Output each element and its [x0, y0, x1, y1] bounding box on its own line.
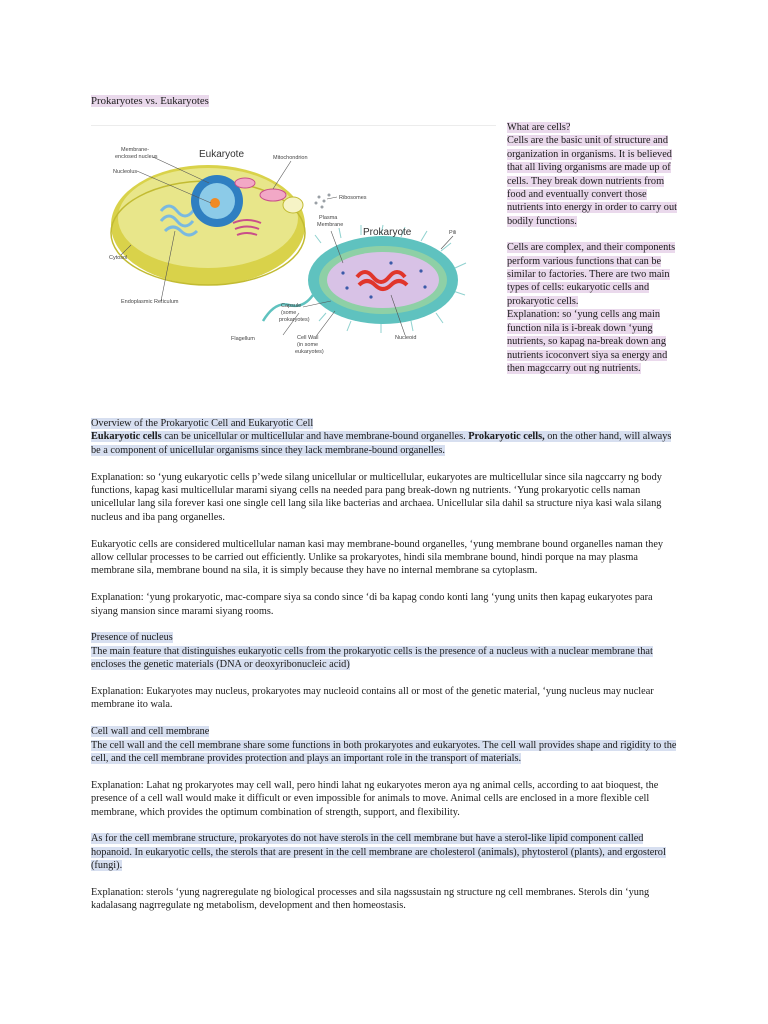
- overview-heading: Overview of the Prokaryotic Cell and Eukaryotic Cell: [91, 418, 314, 429]
- sidebar-paragraph-1: What are cells? Cells are the basic unit of structure and organization in organisms. It is believed that all living organisms are made up of cells. They break down nutrients from food and eventually convert those nutrients into energy in order to carry out bodily functions.: [507, 122, 677, 227]
- main-body: [91, 417, 681, 926]
- nucleus-heading: Presence of nucleus: [91, 632, 173, 644]
- ribosome-dots: [315, 194, 331, 209]
- explanation-paragraph-2: Eukaryotic cells are considered multicellular naman kasi may membrane-bound organelles, ‘yung membrane bound organelles naman they allow cellular processes to be carried out efficiently. Unlike sa prokaryotes, hindi sila membrane bound, hindi porque na may plasma membrane sila, membrane bound na sila, it is simply because they have no internal membrane sa cytoplasm.: [91, 538, 664, 577]
- label-capsule: Capsule: [281, 303, 302, 309]
- mitochondrion-shape-2: [235, 178, 255, 188]
- document-title: Prokaryotes vs. Eukaryotes: [91, 95, 209, 107]
- label-er: Endoplasmic Reticulum: [121, 299, 179, 305]
- label-nucleolus: Nucleolus: [113, 169, 138, 175]
- sterols-paragraph: As for the cell membrane structure, prokaryotes do not have sterols in the cell membrane but have a sterol-like lipid component called hopanoid. In eukaryotic cells, the sterols that are present in the cell membrane are cholesterol (animals), phytosterol (plants), and ergosterol (fungi).: [91, 833, 666, 872]
- label-mitochondrion: Mitochondrion: [273, 155, 308, 161]
- sidebar-text: [507, 121, 679, 388]
- label-membrane-nucleus: Membrane-: [121, 147, 150, 153]
- explanation-paragraph-5: Explanation: Lahat ng prokaryotes may cell wall, pero hindi lahat ng eukaryotes meron aya ng animal cells, according to aat bioquest, the presence of a cell wall would make it difficult or even impossible for animals to move. Animal cells are enclosed in a more flexible cell membrane, which provides the optimum combination of strength, support, and flexibility.: [91, 779, 659, 818]
- cellwall-heading: Cell wall and cell membrane: [91, 726, 210, 738]
- nucleus-text: The main feature that distinguishes eukaryotic cells from the prokaryotic cells is the presence of a nucleus with a nuclear membrane that encloses the genetic materials (DNA or deoxyribonucleic acid): [91, 645, 653, 671]
- explanation-paragraph-1: Explanation: so ‘yung eukaryotic cells p’wede silang unicellular or multicellular, eukaryotes are multicellular since sila nagccarry ng body functions, kapag kasi multicellular marami siyang cells na needed para pang break-down ng nutrients. ‘Yung prokaryotic cells naman unicellular lang sila forever kasi one single cell lang sila like bacterias and archaea. Unicellular sila dahil sa structure niya kasi wala silang nucleus and iba pang organelles.: [91, 471, 662, 523]
- cell-diagram-figure: [91, 123, 496, 403]
- label-cell-wall-3: eukaryotes): [295, 349, 324, 355]
- label-plasma-membrane-2: Membrane: [317, 222, 344, 228]
- overview-paragraph: Overview of the Prokaryotic Cell and Eukaryotic Cell Eukaryotic cells can be unicellular or multicellular and have membrane-bound organelles. Prokaryotic cells, on the other hand, will always be a component of unicellular organisms since they lack membrane-bound organelles.: [91, 418, 672, 456]
- label-plasma-membrane: Plasma: [319, 215, 338, 221]
- label-prokaryote: Prokaryote: [363, 227, 412, 238]
- explanation-paragraph-3: Explanation: ‘yung prokaryotic, mac-compare siya sa condo since ‘di ba kapag condo konti lang ‘yung units then kapag eukaryotes para siyang mansion since marami siyang rooms.: [91, 592, 653, 617]
- nucleus-section: [91, 631, 681, 671]
- explanation-paragraph-6: Explanation: sterols ‘yung nagreregulate ng biological processes and sila nagssustain ng structure ng cell membranes. Sterols din ‘yung kadalasang nagrregulate ng metabolism, development and then homeostasis.: [91, 887, 650, 912]
- label-capsule-2: (some: [281, 310, 297, 316]
- explanation-paragraph-4: Explanation: Eukaryotes may nucleus, prokaryotes may nucleoid contains all or most of the genetic material, ‘yung nucleus may nuclear membrane ito wala.: [91, 686, 654, 711]
- label-pili: Pili: [449, 230, 457, 236]
- label-nucleoid: Nucleoid: [395, 335, 417, 341]
- vesicle-shape: [283, 197, 303, 213]
- label-membrane-nucleus-2: enclosed nucleus: [115, 154, 158, 160]
- label-eukaryote: Eukaryote: [199, 149, 245, 160]
- label-cytosol: Cytosol: [109, 255, 128, 261]
- cellwall-section: [91, 725, 681, 765]
- label-capsule-3: prokaryotes): [279, 317, 310, 323]
- label-flagellum: Flagellum: [231, 336, 255, 342]
- label-ribosomes: Ribosomes: [339, 195, 367, 201]
- sidebar-paragraph-2: Cells are complex, and their components perform various functions that can be similar to factories. There are two main types of cells: eukaryotic cells and prokaryotic cells. Explanation: so ‘yung cells ang main function nila is i-break down ‘yung nutrients, so kapag na-break down ang nutrients icoconvert siya sa energy and then magccarry out ng nutrients.: [507, 242, 676, 374]
- label-cell-wall-2: (in some: [297, 342, 319, 348]
- nucleolus-shape: [210, 198, 220, 208]
- label-cell-wall: Cell Wall: [297, 335, 319, 341]
- cellwall-text: The cell wall and the cell membrane share some functions in both prokaryotes and eukaryotes. The cell wall provides shape and rigidity to the cell, and the cell membrane provides protection and plays an important role in the transport of materials.: [91, 739, 677, 765]
- mitochondrion-shape: [260, 189, 286, 201]
